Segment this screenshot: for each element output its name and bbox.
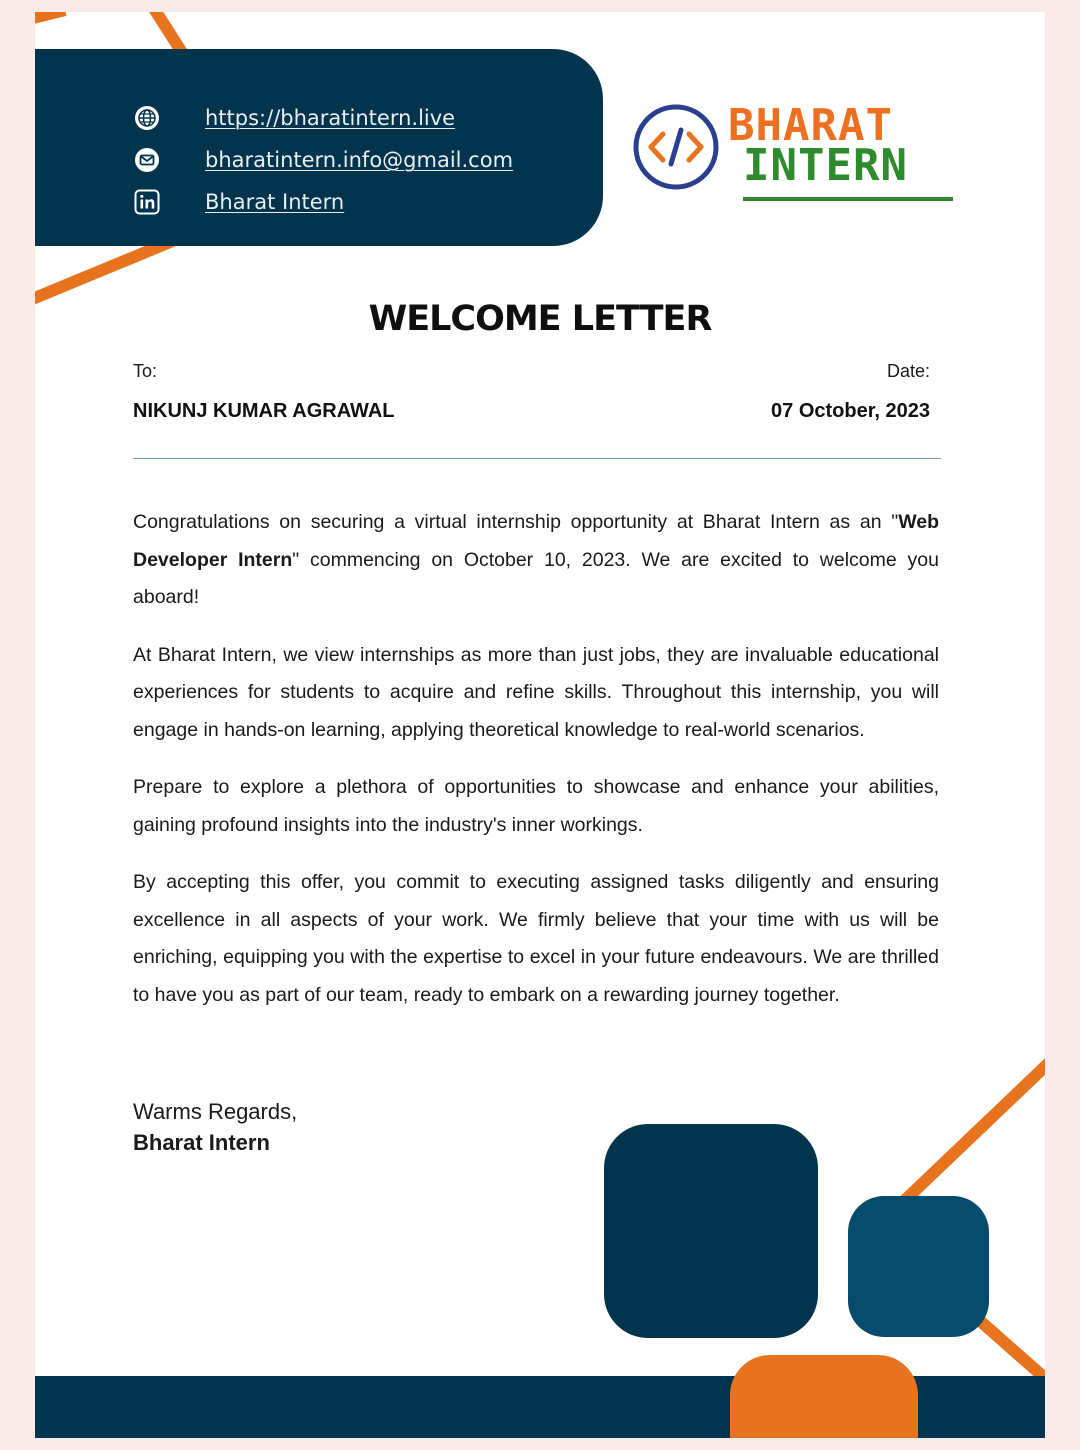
- navy-square-decoration: [604, 1124, 818, 1338]
- orange-stripe-left: [35, 240, 175, 302]
- bharat-intern-logo: [633, 102, 973, 202]
- linkedin-link[interactable]: Bharat Intern: [205, 190, 345, 214]
- linkedin-icon: [133, 188, 161, 216]
- date-label: Date:: [886, 361, 930, 381]
- website-link[interactable]: https://bharatintern.live: [205, 106, 456, 130]
- closing-block: [133, 1096, 297, 1158]
- contact-header: [35, 49, 603, 246]
- paragraph-2: At Bharat Intern, we view internships as more than just jobs, they are invaluable educational experiences for students to acquire and refine skills. Throughout this internship, you will engage in hands-on learning, applying theoretical knowledge to real-world scenarios.: [133, 643, 939, 741]
- orange-tab-decoration: [730, 1355, 918, 1438]
- orange-stripe-bottom-right: [903, 1057, 1045, 1202]
- letter-title: WELCOME LETTER: [368, 299, 712, 339]
- linkedin-row: [133, 187, 344, 217]
- signature: Bharat Intern: [133, 1130, 270, 1155]
- letter-page: [35, 12, 1045, 1438]
- mail-icon: [133, 146, 161, 174]
- orange-stripe-top: [153, 12, 183, 54]
- logo-word-intern: INTERN: [743, 140, 908, 191]
- code-badge-icon: [633, 104, 719, 190]
- paragraph-3: Prepare to explore a plethora of opportunities to showcase and enhance your abilities, gaining profound insights into the industry's inner workings.: [133, 776, 939, 836]
- logo-underline: [743, 197, 953, 201]
- letter-body: [133, 504, 939, 1034]
- paragraph-1: Congratulations on securing a virtual internship opportunity at Bharat Intern as an "Web Developer Intern" commencing on October 10, 2023. We are excited to welcome you aboard!: [133, 511, 939, 608]
- recipient-name: NIKUNJ KUMAR AGRAWAL: [133, 400, 395, 422]
- letter-date: 07 October, 2023: [771, 400, 930, 422]
- logo-word-bharat: BHARAT: [728, 100, 893, 151]
- role-name: Web Developer Intern: [133, 511, 939, 571]
- email-link[interactable]: bharatintern.info@gmail.com: [205, 148, 514, 172]
- divider: [133, 458, 941, 459]
- paragraph-4: By accepting this offer, you commit to executing assigned tasks diligently and ensuring excellence in all aspects of your work. We firmly believe that your time with us will be enriching, equipping you with the expertise to excel in your future endeavours. We are thrilled to have you as part of our team, ready to embark on a rewarding journey together.: [133, 871, 939, 1006]
- website-row: [133, 103, 455, 133]
- email-row: [133, 145, 513, 175]
- to-label: To:: [133, 361, 158, 381]
- teal-square-decoration: [848, 1196, 989, 1337]
- closing-line: Warms Regards,: [133, 1099, 298, 1124]
- globe-icon: [133, 104, 161, 132]
- orange-stripe-top-left: [35, 12, 65, 20]
